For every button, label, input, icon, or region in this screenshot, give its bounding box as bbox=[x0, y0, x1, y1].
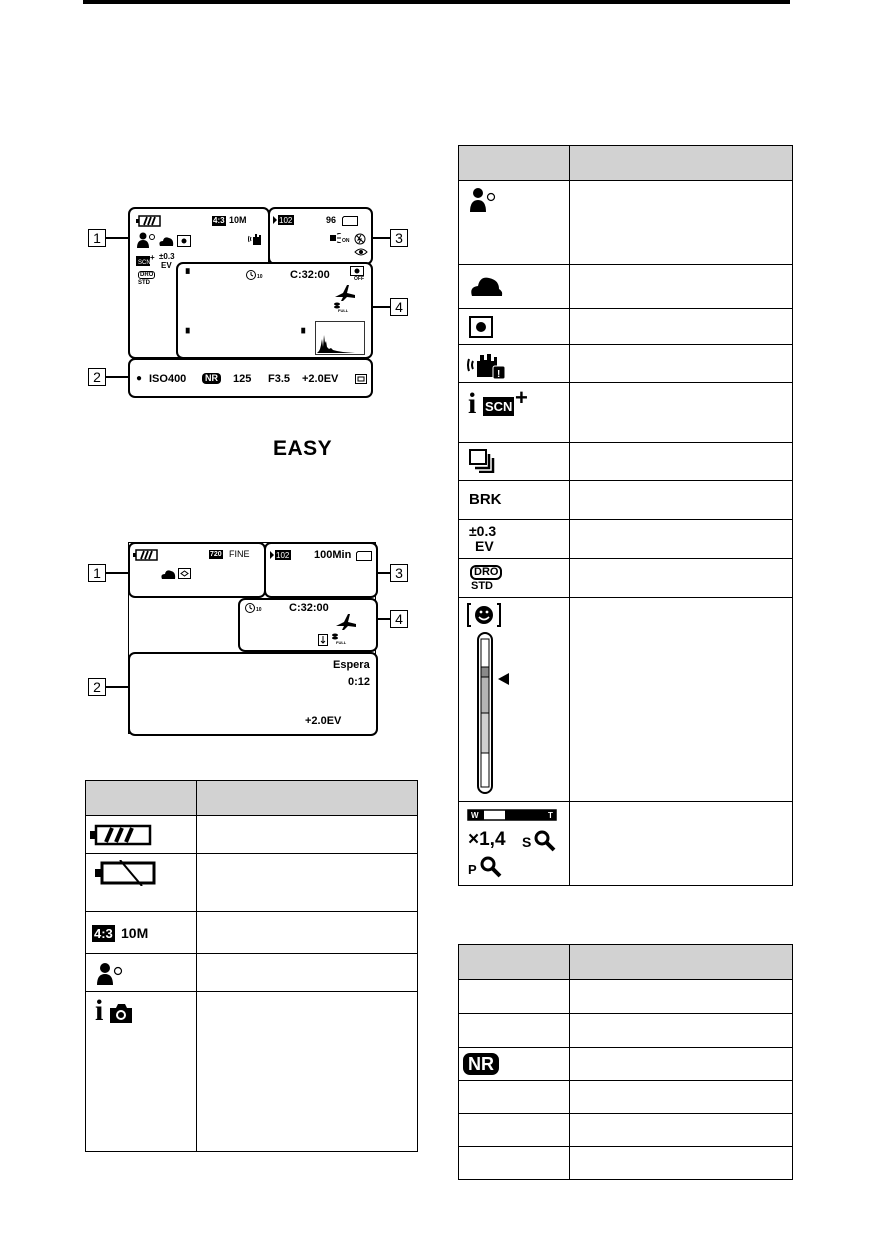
movie-size-badge: 720 bbox=[210, 551, 222, 558]
table-row: 4:3 10M bbox=[86, 912, 418, 954]
dro-sub: STD bbox=[138, 280, 150, 286]
cloud-icon bbox=[160, 569, 176, 579]
table-header bbox=[86, 781, 197, 816]
row-description bbox=[197, 912, 418, 954]
row-description bbox=[570, 383, 793, 443]
table-row: i SCN + bbox=[459, 383, 793, 443]
self-timer-sub: 10 bbox=[256, 607, 262, 613]
nr-badge: NR bbox=[202, 373, 221, 384]
panel-3 bbox=[264, 542, 378, 598]
face-detection-icon bbox=[136, 231, 156, 249]
aperture-value: F3.5 bbox=[268, 373, 291, 385]
memory-card-icon bbox=[342, 216, 358, 226]
af-frame-corner: ▖ bbox=[186, 323, 193, 333]
table-row bbox=[459, 309, 793, 345]
svg-text:102: 102 bbox=[279, 216, 293, 225]
row-description bbox=[570, 802, 793, 886]
row-icon bbox=[459, 980, 570, 1014]
svg-text:SCN: SCN bbox=[138, 260, 151, 266]
metering-spot-icon bbox=[469, 316, 493, 338]
battery-icon bbox=[133, 549, 159, 561]
shot-count: 96 bbox=[326, 215, 337, 225]
elapsed-time: 0:12 bbox=[348, 676, 371, 688]
af-on-label: ON bbox=[342, 238, 350, 244]
icon-table-right-top bbox=[458, 145, 793, 886]
row-description bbox=[570, 443, 793, 481]
row-description bbox=[570, 520, 793, 559]
callout-4: 4 bbox=[390, 298, 408, 316]
face-detection-icon bbox=[469, 187, 499, 213]
cloud-icon bbox=[469, 275, 503, 297]
memory-card-icon bbox=[356, 551, 372, 561]
table-row: BRK bbox=[459, 481, 793, 520]
dro-badge: DRO bbox=[140, 272, 154, 278]
table-header bbox=[197, 781, 418, 816]
folder-icon bbox=[270, 550, 292, 560]
smile-shutter-icon bbox=[467, 603, 521, 797]
row-description bbox=[570, 1114, 793, 1147]
remaining-time: 100Min bbox=[314, 549, 352, 561]
table-row bbox=[459, 1147, 793, 1180]
plane-icon bbox=[335, 285, 355, 301]
nr-badge: NR bbox=[463, 1053, 499, 1075]
callout-1: 1 bbox=[88, 564, 106, 582]
full-label: FULL bbox=[338, 308, 349, 313]
table-row bbox=[459, 345, 793, 383]
row-description bbox=[570, 598, 793, 802]
row-description bbox=[570, 1147, 793, 1180]
cloud-icon bbox=[158, 236, 174, 246]
metering-center-icon bbox=[178, 568, 191, 579]
row-description bbox=[570, 481, 793, 520]
row-description bbox=[570, 1048, 793, 1081]
table-row bbox=[459, 598, 793, 802]
svg-text:!: ! bbox=[497, 369, 501, 379]
self-timer-icon bbox=[245, 268, 257, 280]
iso-value: ISO400 bbox=[149, 373, 187, 385]
callout-line bbox=[371, 237, 390, 239]
table-row: i bbox=[86, 992, 418, 1152]
aspect-badge: 4:3 bbox=[213, 216, 225, 225]
row-icon bbox=[459, 1147, 570, 1180]
ev-value: +2.0EV bbox=[305, 715, 342, 727]
row-description bbox=[570, 1014, 793, 1048]
scene-recognition-icon bbox=[136, 253, 156, 267]
callout-line bbox=[106, 686, 128, 688]
battery-empty-icon bbox=[94, 860, 156, 886]
row-description bbox=[197, 954, 418, 992]
icon-table-right-bottom bbox=[458, 944, 793, 1180]
svg-text:W: W bbox=[471, 811, 479, 820]
table-row bbox=[459, 443, 793, 481]
row-description bbox=[570, 181, 793, 265]
callout-line bbox=[376, 572, 390, 574]
recording-time: C:32:00 bbox=[289, 602, 329, 614]
callout-1: 1 bbox=[88, 229, 106, 247]
table-row bbox=[459, 980, 793, 1014]
battery-icon bbox=[90, 824, 152, 846]
panel-2 bbox=[128, 358, 373, 398]
focus-indicator-icon: ● bbox=[136, 373, 143, 384]
icon-table-left bbox=[85, 780, 418, 1152]
metering-spot-icon bbox=[177, 235, 191, 247]
table-row bbox=[459, 181, 793, 265]
table-row bbox=[459, 1081, 793, 1114]
row-description bbox=[570, 309, 793, 345]
battery-icon bbox=[136, 215, 162, 227]
table-row: ±0.3 EV bbox=[459, 520, 793, 559]
panel-2 bbox=[128, 652, 378, 736]
panel-3 bbox=[268, 207, 373, 265]
row-description bbox=[570, 345, 793, 383]
face-frame-icon bbox=[350, 266, 364, 276]
flash-off-icon bbox=[354, 233, 366, 245]
callout-line bbox=[106, 572, 128, 574]
recording-folder-icon bbox=[318, 634, 328, 646]
ev-value: ±0.3 bbox=[159, 252, 175, 261]
magnifier-icon bbox=[480, 856, 502, 878]
callout-4: 4 bbox=[390, 610, 408, 628]
callout-line bbox=[371, 306, 390, 308]
shake-warning-icon bbox=[248, 231, 266, 247]
image-size-label: 10M bbox=[229, 215, 247, 225]
svg-text:102: 102 bbox=[276, 551, 290, 560]
af-frame-corner: ▗ bbox=[298, 323, 305, 333]
ev-value: +2.0EV bbox=[302, 373, 339, 385]
top-rule bbox=[83, 0, 790, 4]
table-row: W T ×1,4 S P bbox=[459, 802, 793, 886]
zoom-bar-icon bbox=[467, 808, 559, 822]
metering-multi-icon bbox=[355, 374, 367, 384]
row-description bbox=[197, 854, 418, 912]
red-eye-icon bbox=[354, 247, 368, 257]
burst-icon bbox=[469, 449, 495, 473]
shutter-speed: 125 bbox=[233, 373, 252, 385]
full-label: FULL bbox=[336, 640, 347, 645]
row-icon bbox=[459, 1081, 570, 1114]
table-row bbox=[459, 1048, 793, 1081]
panel-1 bbox=[128, 542, 266, 598]
row-description bbox=[197, 992, 418, 1152]
panel-4 bbox=[176, 262, 373, 359]
table-header bbox=[459, 945, 570, 980]
af-illuminator-icon bbox=[330, 233, 342, 243]
row-description bbox=[197, 816, 418, 854]
row-description bbox=[570, 559, 793, 598]
row-description bbox=[570, 1081, 793, 1114]
callout-line bbox=[376, 618, 390, 620]
table-row bbox=[459, 1114, 793, 1147]
callout-3: 3 bbox=[390, 229, 408, 247]
callout-line bbox=[106, 376, 128, 378]
table-header bbox=[570, 146, 793, 181]
quality-label: FINE bbox=[229, 549, 250, 559]
row-icon bbox=[459, 1114, 570, 1147]
table-row: DRO STD bbox=[459, 559, 793, 598]
af-frame-corner: ▘ bbox=[186, 269, 193, 279]
table-header bbox=[570, 945, 793, 980]
callout-2: 2 bbox=[88, 368, 106, 386]
magnifier-icon bbox=[534, 830, 556, 852]
plane-icon bbox=[336, 614, 356, 630]
row-description bbox=[570, 265, 793, 309]
face-off-label: OFF bbox=[354, 276, 364, 282]
standby-label: Espera bbox=[333, 659, 370, 671]
ev-unit: EV bbox=[161, 261, 172, 270]
shake-warning-icon bbox=[467, 351, 507, 379]
easy-mode-label: EASY bbox=[273, 437, 333, 460]
callout-3: 3 bbox=[390, 564, 408, 582]
recording-time: C:32:00 bbox=[290, 269, 330, 281]
table-row bbox=[86, 954, 418, 992]
table-row bbox=[86, 854, 418, 912]
face-detection-icon bbox=[96, 962, 126, 986]
folder-icon bbox=[273, 215, 295, 225]
svg-text:T: T bbox=[548, 811, 553, 820]
self-timer-icon bbox=[244, 601, 256, 613]
histogram-icon bbox=[315, 321, 365, 355]
row-description bbox=[570, 980, 793, 1014]
svg-text:+: + bbox=[150, 253, 155, 262]
self-timer-sub: 10 bbox=[257, 274, 263, 280]
table-row bbox=[459, 1014, 793, 1048]
table-row bbox=[86, 816, 418, 854]
callout-2: 2 bbox=[88, 678, 106, 696]
table-row bbox=[459, 265, 793, 309]
panel-4 bbox=[238, 598, 378, 652]
row-icon bbox=[459, 1014, 570, 1048]
table-header bbox=[459, 146, 570, 181]
callout-line bbox=[106, 237, 128, 239]
